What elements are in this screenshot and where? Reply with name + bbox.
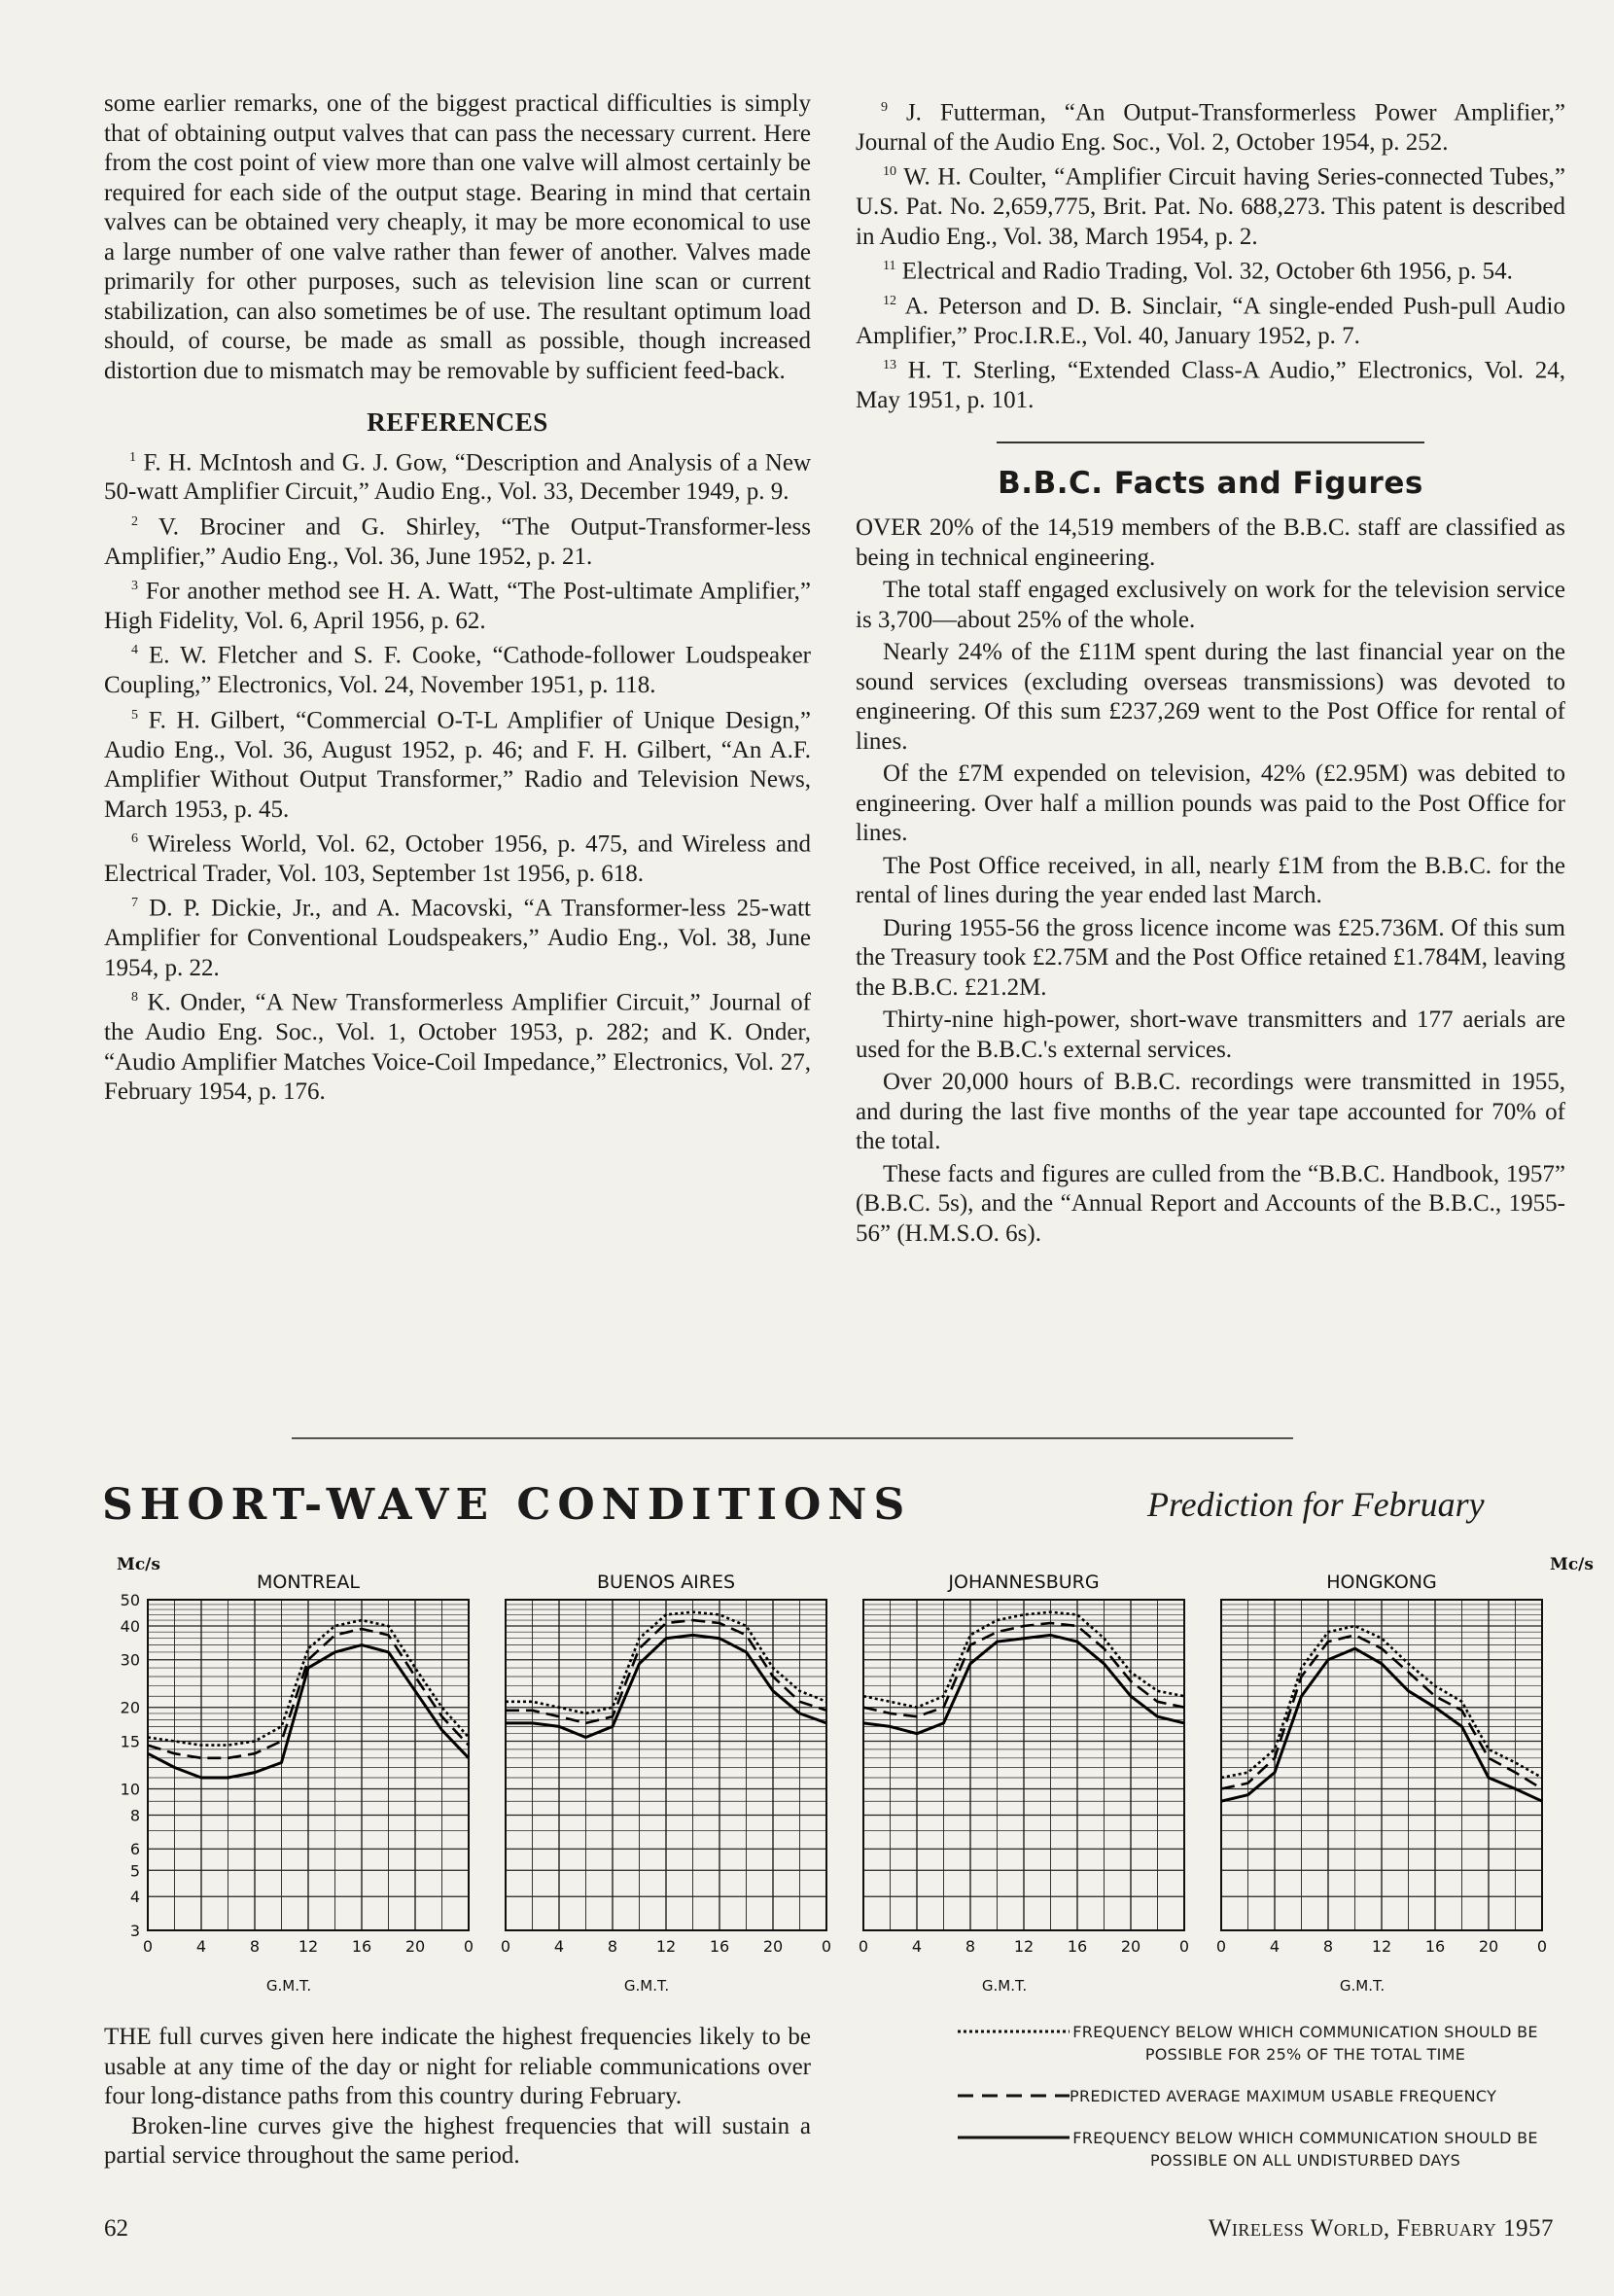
x-tick-label: 16 xyxy=(709,1937,730,1956)
journal-footer: Wireless World, February 1957 xyxy=(1208,2215,1554,2242)
reference-number: 8 xyxy=(131,990,138,1006)
reference-item xyxy=(856,287,1565,351)
x-axis-label: G.M.T. xyxy=(981,1977,1028,1995)
reference-number: 2 xyxy=(131,513,138,529)
short-wave-explanation xyxy=(104,2023,811,2172)
x-tick-label: 0 xyxy=(1178,1937,1190,1956)
reference-text: K. Onder, “A New Transformerless Amplifier Circuit,” Journal of the Audio Eng. Soc., Vol. 1, October 1953, p. 282; and K. Onder, “Audio Amplifier Matches Voice-Coil Impedance,” Electronics, Vol. 27, February 1954, p. 176. xyxy=(104,989,811,1106)
solid-line-swatch xyxy=(958,2136,1070,2139)
bbc-paragraph: Thirty-nine high-power, short-wave transmitters and 177 aerials are used for the B.B.C.'s external services. xyxy=(856,1007,1565,1063)
legend-entry-dotted xyxy=(958,2021,1541,2066)
reference-item xyxy=(856,93,1565,158)
reference-number: 6 xyxy=(131,831,138,847)
y-tick-label: 6 xyxy=(129,1840,140,1859)
references-list-left xyxy=(104,443,811,1108)
reference-item xyxy=(856,252,1565,287)
x-tick-label: 0 xyxy=(1215,1937,1227,1956)
reference-text: A. Peterson and D. B. Sinclair, “A single-ended Push-pull Audio Amplifier,” Proc.I.R.E., Vol. 40, January 1952, p. 7. xyxy=(856,293,1565,349)
y-tick-label: 5 xyxy=(129,1861,140,1881)
reference-number: 13 xyxy=(883,358,896,373)
bbc-paragraph: The total staff engaged exclusively on work for the television service is 3,700—about 25% of the whole. xyxy=(856,577,1565,633)
reference-text: F. H. Gilbert, “Commercial O-T-L Amplifier of Unique Design,” Audio Eng., Vol. 36, August 1952, p. 46; and F. H. Gilbert, “An A.F. Amplifier Without Output Transformer,” Radio and Television News, March 1953, p. 45. xyxy=(104,707,811,823)
reference-item xyxy=(104,636,811,700)
reference-text: D. P. Dickie, Jr., and A. Macovski, “A Transformer-less 25-watt Amplifier for Conventional Loudspeakers,” Audio Eng., Vol. 38, June 1954, p. 22. xyxy=(104,895,811,981)
explanation-paragraph: Broken-line curves give the highest frequencies that will sustain a partial service throughout the same period. xyxy=(104,2112,811,2169)
bbc-facts-body xyxy=(856,513,1565,1249)
reference-number: 12 xyxy=(883,293,896,308)
reference-text: For another method see H. A. Watt, “The Post-ultimate Amplifier,” High Fidelity, Vol. 6, April 1956, p. 62. xyxy=(104,578,811,634)
x-tick-label: 16 xyxy=(351,1937,372,1956)
chart-legend xyxy=(958,2021,1541,2191)
x-tick-label: 4 xyxy=(553,1937,565,1956)
x-tick-label: 8 xyxy=(607,1937,618,1956)
reference-number: 4 xyxy=(131,643,138,658)
x-tick-label: 20 xyxy=(762,1937,784,1956)
bbc-paragraph: Over 20,000 hours of B.B.C. recordings were transmitted in 1955, and during the last five months of the year tape accounted for 70% of the total. xyxy=(856,1069,1565,1155)
explanation-paragraph: THE full curves given here indicate the highest frequencies likely to be usable at any time of the day or night for reliable communications over four long-distance paths from this country during February. xyxy=(104,2024,811,2109)
chart-panel xyxy=(501,1572,831,1995)
dashed-line-swatch xyxy=(958,2094,1070,2098)
reference-item xyxy=(856,351,1565,415)
y-axis-unit: Mc/s xyxy=(117,1555,160,1574)
dotted-line-swatch xyxy=(958,2030,1070,2033)
x-tick-label: 20 xyxy=(1478,1937,1499,1956)
reference-text: Wireless World, Vol. 62, October 1956, p. 475, and Wireless and Electrical Trader, Vol. 103, September 1st 1956, p. 618. xyxy=(104,830,811,887)
reference-number: 11 xyxy=(883,259,896,274)
y-tick-label: 15 xyxy=(120,1732,140,1751)
chart-panel xyxy=(1216,1555,1594,1995)
reference-text: V. Brociner and G. Shirley, “The Output-Transformer-less Amplifier,” Audio Eng., Vol. 36, June 1952, p. 21. xyxy=(104,513,811,570)
intro-paragraph: some earlier remarks, one of the biggest practical difficulties is simply that of obtaining output valves that can pass the necessary current. Here from the cost point of view more than one valve will almost certainly be required for each side of the output stage. Bearing in mind that certain valves can be obtained very cheaply, it may be more economical to use a large number of one valve rather than fewer of another. Valves made primarily for other purposes, such as television line scan or current stabilization, can also sometimes be of use. The resultant optimum load should, of course, be made as small as possible, though increased distortion due to mismatch may be removable by sufficient feed-back. xyxy=(104,90,811,384)
reference-number: 7 xyxy=(131,896,138,911)
y-tick-label: 4 xyxy=(129,1888,140,1907)
x-tick-label: 0 xyxy=(463,1937,474,1956)
reference-item xyxy=(104,825,811,889)
chart-title: HONGKONG xyxy=(1326,1572,1437,1593)
y-tick-label: 10 xyxy=(120,1780,140,1799)
left-column xyxy=(104,89,811,1108)
short-wave-title: SHORT-WAVE CONDITIONS xyxy=(102,1480,912,1530)
chart-title: MONTREAL xyxy=(257,1572,360,1593)
short-wave-charts xyxy=(97,1546,1594,2003)
short-wave-divider xyxy=(292,1437,1293,1439)
reference-text: W. H. Coulter, “Amplifier Circuit having Series-connected Tubes,” U.S. Pat. No. 2,659,775, Brit. Pat. No. 688,273. This patent is described in Audio Eng., Vol. 38, March 1954, p. 2. xyxy=(856,163,1565,250)
prediction-subtitle: Prediction for February xyxy=(1147,1485,1485,1524)
x-tick-label: 0 xyxy=(1536,1937,1548,1956)
bbc-paragraph: OVER 20% of the 14,519 members of the B.B.C. staff are classified as being in technical engineering. xyxy=(856,514,1565,571)
reference-text: E. W. Fletcher and S. F. Cooke, “Cathode-follower Loudspeaker Coupling,” Electronics, Vol. 24, November 1951, p. 118. xyxy=(104,642,811,699)
x-tick-label: 12 xyxy=(1371,1937,1392,1956)
x-tick-label: 20 xyxy=(404,1937,426,1956)
chart-title: BUENOS AIRES xyxy=(596,1572,736,1593)
y-axis-unit: Mc/s xyxy=(1550,1555,1594,1574)
y-tick-label: 8 xyxy=(129,1806,140,1825)
y-tick-label: 50 xyxy=(120,1591,140,1609)
reference-number: 9 xyxy=(881,100,888,115)
reference-number: 3 xyxy=(131,579,138,594)
x-tick-label: 20 xyxy=(1120,1937,1141,1956)
x-tick-label: 8 xyxy=(249,1937,261,1956)
reference-text: F. H. McIntosh and G. J. Gow, “Description and Analysis of a New 50-watt Amplifier Circuit,” Audio Eng., Vol. 33, December 1949, p. 9. xyxy=(104,448,811,506)
reference-text: Electrical and Radio Trading, Vol. 32, October 6th 1956, p. 54. xyxy=(901,258,1513,285)
reference-item xyxy=(856,158,1565,252)
reference-item xyxy=(104,889,811,983)
bbc-paragraph: During 1955-56 the gross licence income was £25.736M. Of this sum the Treasury took £2.75M and the Post Office retained £1.784M, leaving the B.B.C. £21.2M. xyxy=(856,914,1565,1001)
bbc-paragraph: The Post Office received, in all, nearly £1M from the B.B.C. for the rental of lines during the year ended last March. xyxy=(856,852,1565,909)
bbc-facts-title: B.B.C. Facts and Figures xyxy=(998,465,1423,501)
y-tick-label: 30 xyxy=(120,1650,140,1670)
y-tick-label: 20 xyxy=(120,1698,140,1717)
x-tick-label: 12 xyxy=(1013,1937,1035,1956)
legend-label: FREQUENCY BELOW WHICH COMMUNICATION SHOULD BE POSSIBLE ON ALL UNDISTURBED DAYS xyxy=(1072,2129,1538,2170)
x-tick-label: 16 xyxy=(1067,1937,1088,1956)
reference-item xyxy=(104,572,811,636)
references-heading: REFERENCES xyxy=(367,407,548,437)
reference-text: J. Futterman, “An Output-Transformerless Power Amplifier,” Journal of the Audio Eng. Soc., Vol. 2, October 1954, p. 252. xyxy=(856,99,1565,156)
chart-panel xyxy=(859,1572,1189,1995)
x-axis-label: G.M.T. xyxy=(623,1977,670,1995)
x-tick-label: 0 xyxy=(821,1937,832,1956)
legend-entry-solid xyxy=(958,2127,1541,2172)
legend-entry-dashed xyxy=(958,2085,1541,2107)
reference-number: 10 xyxy=(883,164,896,180)
reference-text: H. T. Sterling, “Extended Class-A Audio,” Electronics, Vol. 24, May 1951, p. 101. xyxy=(856,357,1565,414)
x-tick-label: 0 xyxy=(858,1937,869,1956)
reference-item xyxy=(104,508,811,572)
reference-item xyxy=(104,443,811,508)
x-tick-label: 4 xyxy=(1269,1937,1281,1956)
legend-label: PREDICTED AVERAGE MAXIMUM USABLE FREQUENCY xyxy=(1070,2087,1497,2105)
x-tick-label: 8 xyxy=(965,1937,976,1956)
reference-number: 1 xyxy=(129,449,136,465)
bbc-paragraph: Of the £7M expended on television, 42% (£2.95M) was debited to engineering. Over half a million pounds was paid to the Post Office for lines. xyxy=(856,760,1565,847)
references-list-right xyxy=(856,93,1565,416)
y-tick-label: 3 xyxy=(129,1922,140,1940)
bbc-paragraph: These facts and figures are culled from the “B.B.C. Handbook, 1957” (B.B.C. 5s), and the “Annual Report and Accounts of the B.B.C., 1955-56” (H.M.S.O. 6s). xyxy=(856,1160,1565,1247)
reference-item xyxy=(104,983,811,1107)
chart-panel xyxy=(117,1555,474,1995)
reference-item xyxy=(104,701,811,825)
x-axis-label: G.M.T. xyxy=(1339,1977,1386,1995)
y-tick-label: 40 xyxy=(120,1616,140,1636)
x-tick-label: 12 xyxy=(655,1937,677,1956)
x-axis-label: G.M.T. xyxy=(265,1977,312,1995)
x-tick-label: 0 xyxy=(142,1937,154,1956)
bbc-paragraph: Nearly 24% of the £11M spent during the last financial year on the sound services (excluding overseas transmissions) was devoted to engineering. Of this sum £237,269 went to the Post Office for rental of lines. xyxy=(856,639,1565,755)
reference-number: 5 xyxy=(131,707,138,723)
page-number: 62 xyxy=(104,2215,128,2242)
x-tick-label: 8 xyxy=(1322,1937,1334,1956)
section-divider xyxy=(997,442,1424,443)
right-column xyxy=(856,93,1565,1252)
x-tick-label: 4 xyxy=(195,1937,207,1956)
x-tick-label: 4 xyxy=(911,1937,923,1956)
chart-title: JOHANNESBURG xyxy=(948,1572,1100,1593)
x-tick-label: 12 xyxy=(298,1937,319,1956)
x-tick-label: 0 xyxy=(500,1937,511,1956)
legend-label: FREQUENCY BELOW WHICH COMMUNICATION SHOULD BE POSSIBLE FOR 25% OF THE TOTAL TIME xyxy=(1072,2023,1538,2064)
x-tick-label: 16 xyxy=(1424,1937,1446,1956)
